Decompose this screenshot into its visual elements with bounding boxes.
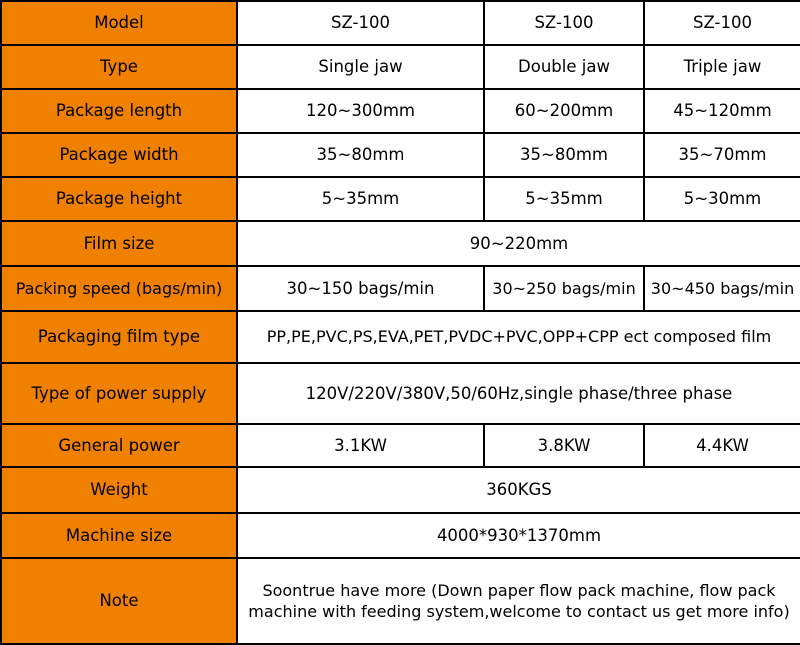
table-cell: 5~35mm bbox=[484, 177, 644, 221]
table-cell: 35~80mm bbox=[237, 133, 484, 177]
table-row bbox=[1, 45, 800, 89]
row-label-weight: Weight bbox=[1, 467, 237, 513]
table-cell: 360KGS bbox=[237, 467, 800, 513]
table-row bbox=[1, 133, 800, 177]
table-cell: 5~30mm bbox=[644, 177, 800, 221]
table-cell: SZ-100 bbox=[237, 1, 484, 45]
table-row bbox=[1, 266, 800, 311]
row-label-note: Note bbox=[1, 558, 237, 644]
table-cell: Double jaw bbox=[484, 45, 644, 89]
table-row bbox=[1, 311, 800, 363]
table-cell: 30~150 bags/min bbox=[237, 266, 484, 311]
table-cell: 35~70mm bbox=[644, 133, 800, 177]
table-row bbox=[1, 89, 800, 133]
row-label-package-width: Package width bbox=[1, 133, 237, 177]
table-row bbox=[1, 467, 800, 513]
row-label-general-power: General power bbox=[1, 424, 237, 467]
table-cell: 3.1KW bbox=[237, 424, 484, 467]
table-row bbox=[1, 424, 800, 467]
table-cell: 30~250 bags/min bbox=[484, 266, 644, 311]
table-cell: 4.4KW bbox=[644, 424, 800, 467]
table-row bbox=[1, 221, 800, 266]
table-cell: 90~220mm bbox=[237, 221, 800, 266]
row-label-power-supply: Type of power supply bbox=[1, 363, 237, 424]
row-label-model: Model bbox=[1, 1, 237, 45]
row-label-type: Type bbox=[1, 45, 237, 89]
table-row bbox=[1, 558, 800, 644]
table-cell: SZ-100 bbox=[484, 1, 644, 45]
row-label-packing-speed: Packing speed (bags/min) bbox=[1, 266, 237, 311]
note-text: Soontrue have more (Down paper flow pack machine, flow pack machine with feeding system,welcome to contact us get more info) bbox=[237, 558, 800, 644]
row-label-packaging-film-type: Packaging film type bbox=[1, 311, 237, 363]
table-cell: PP,PE,PVC,PS,EVA,PET,PVDC+PVC,OPP+CPP ect composed film bbox=[237, 311, 800, 363]
table-cell: 30~450 bags/min bbox=[644, 266, 800, 311]
table-cell: 120V/220V/380V,50/60Hz,single phase/three phase bbox=[237, 363, 800, 424]
table-cell: 35~80mm bbox=[484, 133, 644, 177]
table-cell: 3.8KW bbox=[484, 424, 644, 467]
table-cell: SZ-100 bbox=[644, 1, 800, 45]
table-cell: 5~35mm bbox=[237, 177, 484, 221]
table-row bbox=[1, 363, 800, 424]
table-cell: Single jaw bbox=[237, 45, 484, 89]
row-label-machine-size: Machine size bbox=[1, 513, 237, 558]
table-row bbox=[1, 1, 800, 45]
table-cell: 120~300mm bbox=[237, 89, 484, 133]
table-cell: Triple jaw bbox=[644, 45, 800, 89]
table-row bbox=[1, 513, 800, 558]
table-cell: 4000*930*1370mm bbox=[237, 513, 800, 558]
table-cell: 60~200mm bbox=[484, 89, 644, 133]
table-row bbox=[1, 177, 800, 221]
row-label-film-size: Film size bbox=[1, 221, 237, 266]
row-label-package-length: Package length bbox=[1, 89, 237, 133]
table-cell: 45~120mm bbox=[644, 89, 800, 133]
row-label-package-height: Package height bbox=[1, 177, 237, 221]
